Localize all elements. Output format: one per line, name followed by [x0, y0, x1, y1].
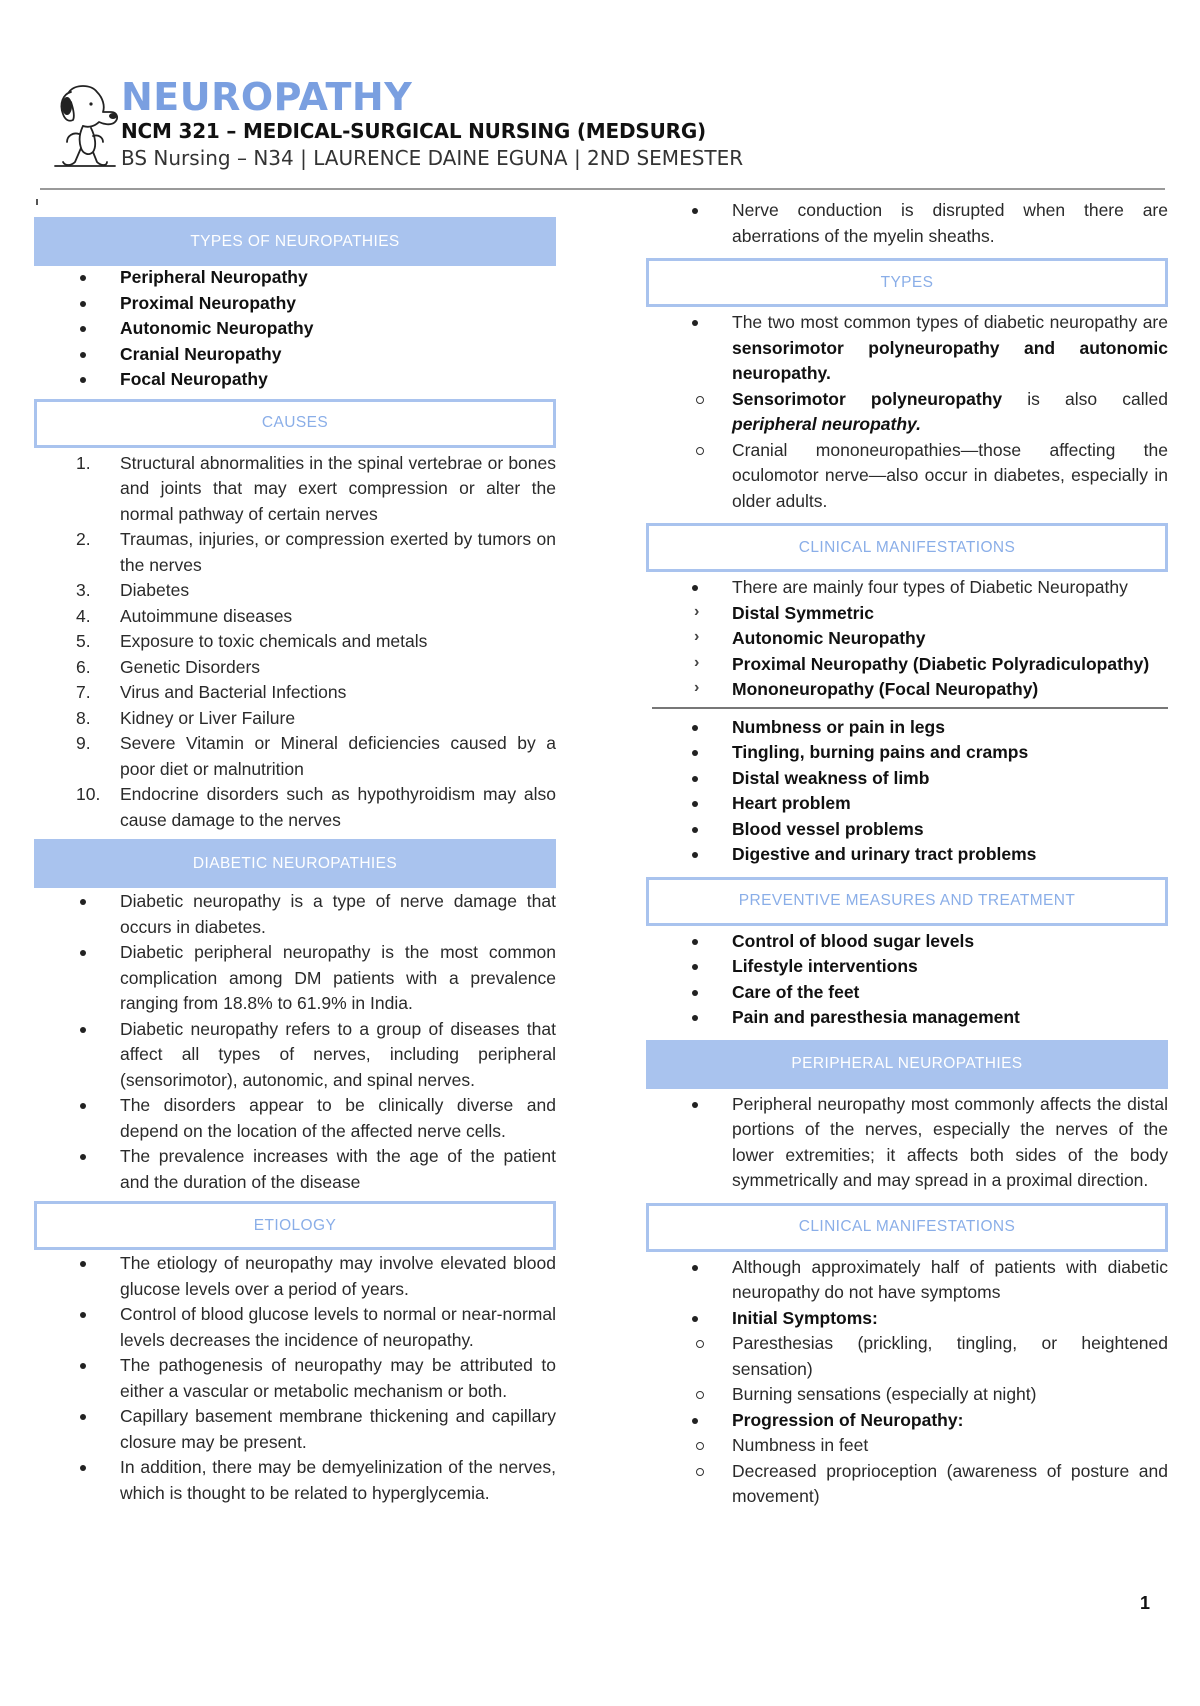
page-number: 1 [1140, 1593, 1151, 1613]
list-item: Burning sensations (especially at night) [646, 1382, 1168, 1408]
left-column [34, 200, 556, 1506]
initial-symptoms-list [646, 1331, 1168, 1408]
header-divider [40, 188, 1165, 190]
list-item: In addition, there may be demyelinization of the nerves, which is thought to be related to hyperglycemia. [34, 1455, 556, 1506]
list-item: The pathogenesis of neuropathy may be attributed to either a vascular or metabolic mechanism or both. [34, 1353, 556, 1404]
progression-list [646, 1433, 1168, 1510]
clinical-manifestations-intro [646, 575, 1168, 601]
list-item: The two most common types of diabetic neuropathy are sensorimotor polyneuropathy and autonomic neuropathy. [646, 310, 1168, 387]
list-item: Proximal Neuropathy [34, 291, 556, 317]
list-item: Diabetic peripheral neuropathy is the most common complication among DM patients with a prevalence ranging from 18.8% to 61.9% in India. [34, 940, 556, 1017]
list-item: Cranial mononeuropathies—those affecting the oculomotor nerve—also occur in diabetes, especially in older adults. [646, 438, 1168, 515]
list-item: 5. Exposure to toxic chemicals and metals [76, 631, 428, 651]
list-item: › Distal Symmetric [646, 601, 1168, 627]
types-list [646, 310, 1168, 387]
progression-label-list [646, 1408, 1168, 1434]
list-item: Cranial Neuropathy [34, 342, 556, 368]
section-header-preventive-measures: PREVENTIVE MEASURES AND TREATMENT [646, 877, 1168, 926]
etiology-list [34, 1251, 556, 1506]
list-item: Focal Neuropathy [34, 367, 556, 393]
list-item: Heart problem [646, 791, 1168, 817]
list-item: Although approximately half of patients with diabetic neuropathy do not have symptoms [646, 1255, 1168, 1306]
list-item: 1. Structural abnormalities in the spinal vertebrae or bones and joints that may exert compression or alter the normal pathway of certain nerves [76, 452, 556, 524]
list-item: Autonomic Neuropathy [34, 316, 556, 342]
section-header-types: TYPES [646, 258, 1168, 307]
section-divider [652, 707, 1168, 709]
title-block [121, 76, 743, 172]
list-item: The prevalence increases with the age of the patient and the duration of the disease [34, 1144, 556, 1195]
clinical-manifestations-2-list [646, 1255, 1168, 1332]
list-item: 8. Kidney or Liver Failure [76, 707, 296, 728]
list-item: › Mononeuropathy (Focal Neuropathy) [646, 677, 1168, 703]
page-title: NEUROPATHY [121, 75, 413, 119]
list-item: Peripheral Neuropathy [34, 265, 556, 291]
list-item: 10. Endocrine disorders such as hypothyroidism may also cause damage to the nerves [76, 784, 556, 830]
list-item: Progression of Neuropathy: [646, 1408, 1168, 1434]
snoopy-mascot-icon [45, 82, 125, 170]
list-item: 4. Autoimmune diseases [76, 605, 293, 626]
list-item: Numbness in feet [646, 1433, 1168, 1459]
list-item: Distal weakness of limb [646, 766, 1168, 792]
course-meta: BS Nursing – N34 | LAURENCE DAINE EGUNA | 2ND SEMESTER [121, 146, 744, 170]
section-header-causes: CAUSES [34, 399, 556, 448]
right-column [646, 198, 1168, 1510]
types-sublist [646, 387, 1168, 515]
list-item: 9. Severe Vitamin or Mineral deficiencies caused by a poor diet or malnutrition [76, 733, 556, 779]
peripheral-list [646, 1092, 1168, 1194]
list-item: Nerve conduction is disrupted when there are aberrations of the myelin sheaths. [646, 198, 1168, 249]
preventive-list [646, 929, 1168, 1031]
list-item: Pain and paresthesia management [646, 1005, 1168, 1031]
diabetic-neuropathies-list [34, 889, 556, 1195]
list-item: 2. Traumas, injuries, or compression exerted by tumors on the nerves [76, 529, 556, 575]
list-item: Diabetic neuropathy is a type of nerve damage that occurs in diabetes. [34, 889, 556, 940]
list-item: Sensorimotor polyneuropathy is also called peripheral neuropathy. [646, 387, 1168, 438]
list-item: Decreased proprioception (awareness of posture and movement) [646, 1459, 1168, 1510]
list-item: Care of the feet [646, 980, 1168, 1006]
section-header-clinical-manifestations-2: CLINICAL MANIFESTATIONS [646, 1203, 1168, 1252]
list-item: Digestive and urinary tract problems [646, 842, 1168, 868]
list-item: Peripheral neuropathy most commonly affects the distal portions of the nerves, especially the nerves of the lower extremities; it affects both sides of the body symmetrically and may spread in a proximal direction. [646, 1092, 1168, 1194]
section-header-clinical-manifestations: CLINICAL MANIFESTATIONS [646, 523, 1168, 572]
symptoms-list [646, 715, 1168, 868]
list-item: Control of blood glucose levels to normal or near-normal levels decreases the incidence of neuropathy. [34, 1302, 556, 1353]
list-item: Initial Symptoms: [646, 1306, 1168, 1332]
list-item: Capillary basement membrane thickening and capillary closure may be present. [34, 1404, 556, 1455]
list-item: 3. Diabetes [76, 580, 190, 600]
list-item: Numbness or pain in legs [646, 715, 1168, 741]
list-item: There are mainly four types of Diabetic Neuropathy [646, 575, 1168, 601]
section-header-types-of-neuropathies: TYPES OF NEUROPATHIES [34, 217, 556, 266]
list-item: 7. Virus and Bacterial Infections [76, 682, 347, 702]
list-item: 6. Genetic Disorders [76, 656, 261, 677]
list-item: The etiology of neuropathy may involve elevated blood glucose levels over a period of years. [34, 1251, 556, 1302]
list-item: Tingling, burning pains and cramps [646, 740, 1168, 766]
section-header-peripheral-neuropathies: PERIPHERAL NEUROPATHIES [646, 1040, 1168, 1089]
course-title: NCM 321 – MEDICAL-SURGICAL NURSING (MEDSURG) [121, 119, 706, 143]
list-item: Diabetic neuropathy refers to a group of diseases that affect all types of nerves, including peripheral (sensorimotor), autonomic, and spinal nerves. [34, 1017, 556, 1094]
list-item: Control of blood sugar levels [646, 929, 1168, 955]
document-header [45, 76, 1165, 196]
diabetic-neuropathy-types-list [646, 601, 1168, 703]
myelin-note-list [646, 198, 1168, 249]
list-item: The disorders appear to be clinically diverse and depend on the location of the affected nerve cells. [34, 1093, 556, 1144]
list-item: Paresthesias (prickling, tingling, or heightened sensation) [646, 1331, 1168, 1382]
list-item: › Proximal Neuropathy (Diabetic Polyradiculopathy) [646, 652, 1168, 678]
section-header-etiology: ETIOLOGY [34, 1201, 556, 1250]
section-header-diabetic-neuropathies: DIABETIC NEUROPATHIES [34, 839, 556, 888]
causes-list [34, 451, 556, 834]
types-of-neuropathies-list [34, 265, 556, 393]
list-item: Lifestyle interventions [646, 954, 1168, 980]
list-item: Blood vessel problems [646, 817, 1168, 843]
list-item: › Autonomic Neuropathy [646, 626, 1168, 652]
